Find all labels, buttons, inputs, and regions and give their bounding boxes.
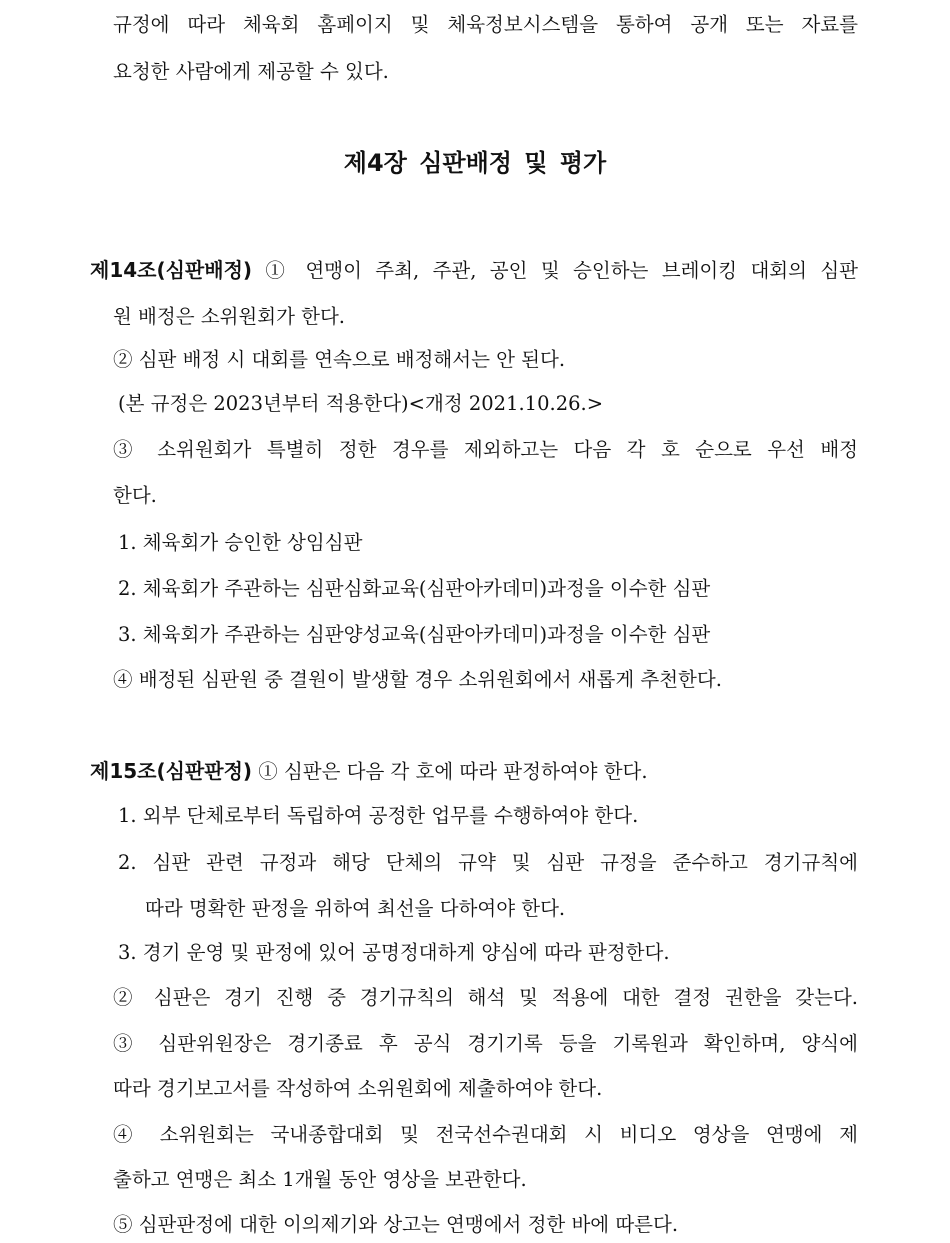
article-14-title: 제14조(심판배정) (90, 258, 253, 282)
article-15-first-line (90, 758, 648, 785)
article-15-paragraph-2: ② 심판은 경기 진행 중 경기규칙의 해석 및 적용에 대한 결정 권한을 갖는다. (113, 986, 858, 1009)
article-14-paragraph-2: ② 심판 배정 시 대회를 연속으로 배정해서는 안 된다. (113, 348, 566, 371)
article-15-item-3: 3. 경기 운영 및 판정에 있어 공명정대하게 양심에 따라 판정한다. (118, 941, 670, 964)
chapter-title: 제4장 심판배정 및 평가 (343, 149, 607, 177)
article-15-paragraph-5: ⑤ 심판판정에 대한 이의제기와 상고는 연맹에서 정한 바에 따른다. (113, 1213, 679, 1236)
continuation-line-1: 규정에 따라 체육회 홈페이지 및 체육정보시스템을 통하여 공개 또는 자료를 (113, 13, 858, 36)
article-15-item-2-line-1: 2. 심판 관련 규정과 해당 단체의 규약 및 심판 규정을 준수하고 경기규칙에 (118, 851, 858, 874)
article-15-paragraph-4-line-1: ④ 소위원회는 국내종합대회 및 전국선수권대회 시 비디오 영상을 연맹에 제 (113, 1123, 858, 1146)
article-15-paragraph-1: ① 심판은 다음 각 호에 따라 판정하여야 한다. (252, 760, 648, 783)
article-15-paragraph-4-line-2: 출하고 연맹은 최소 1개월 동안 영상을 보관한다. (113, 1168, 527, 1191)
article-14-item-3: 3. 체육회가 주관하는 심판양성교육(심판아카데미)과정을 이수한 심판 (118, 623, 711, 646)
article-14-amendment-note: (본 규정은 2023년부터 적용한다)<개정 2021.10.26.> (118, 392, 604, 415)
article-14-first-line (90, 257, 858, 284)
article-15-paragraph-3-line-2: 따라 경기보고서를 작성하여 소위원회에 제출하여야 한다. (113, 1077, 603, 1100)
article-15-item-1: 1. 외부 단체로부터 독립하여 공정한 업무를 수행하여야 한다. (118, 804, 639, 827)
article-15-item-2-line-2: 따라 명확한 판정을 위하여 최선을 다하여야 한다. (145, 897, 566, 920)
article-14-item-1: 1. 체육회가 승인한 상임심판 (118, 531, 363, 554)
article-15-paragraph-3-line-1: ③ 심판위원장은 경기종료 후 공식 경기기록 등을 기록원과 확인하며, 양식에 (113, 1032, 858, 1055)
continuation-line-2: 요청한 사람에게 제공할 수 있다. (113, 60, 389, 83)
article-15-title: 제15조(심판판정) (90, 759, 253, 783)
article-14-paragraph-1-line-2: 원 배정은 소위원회가 한다. (113, 305, 346, 328)
article-14-paragraph-1-line-1: ① 연맹이 주최, 주관, 공인 및 승인하는 브레이킹 대회의 심판 (252, 259, 858, 282)
article-14-item-2: 2. 체육회가 주관하는 심판심화교육(심판아카데미)과정을 이수한 심판 (118, 577, 711, 600)
article-14-paragraph-3-line-1: ③ 소위원회가 특별히 정한 경우를 제외하고는 다음 각 호 순으로 우선 배정 (113, 438, 858, 461)
article-14-paragraph-3-line-2: 한다. (113, 484, 157, 507)
article-14-paragraph-4: ④ 배정된 심판원 중 결원이 발생할 경우 소위원회에서 새롭게 추천한다. (113, 668, 722, 691)
